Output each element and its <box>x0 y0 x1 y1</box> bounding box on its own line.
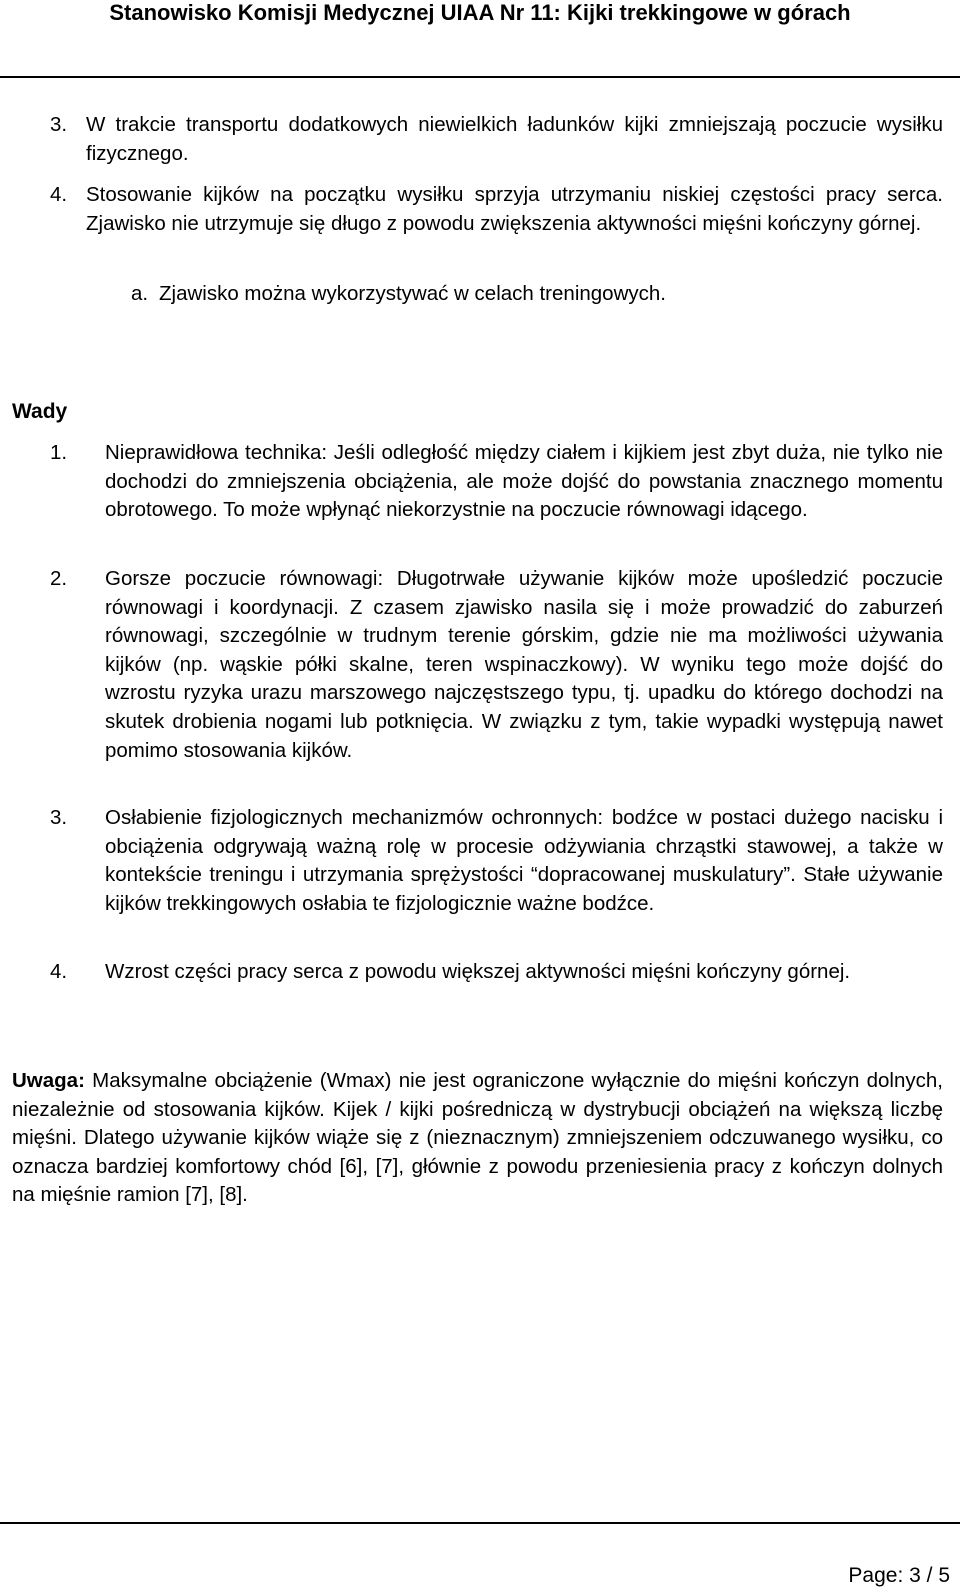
disadvantage-1-text: Nieprawidłowa technika: Jeśli odległość między ciałem i kijkiem jest zbyt duża, nie tylko nie dochodzi do zmniejszenia obciążenia, ale może dojść do powstania znacznego momentu obrotowego. To może wpłynąć niekorzystnie na poczucie równowagi idącego. <box>105 441 943 522</box>
section-heading-disadvantages: Wady <box>12 400 68 423</box>
advantage-4-number: 4. <box>50 183 68 206</box>
disadvantage-2-number: 2. <box>50 567 68 590</box>
advantage-4a-text: Zjawisko można wykorzystywać w celach treningowych. <box>159 282 666 305</box>
advantage-3-text: W trakcie transportu dodatkowych niewielkich ładunków kijki zmniejszają poczucie wysiłku fizycznego. <box>86 113 943 165</box>
footer-divider <box>0 1522 960 1524</box>
advantage-3-number: 3. <box>50 113 68 136</box>
disadvantage-4-number: 4. <box>50 960 68 983</box>
disadvantage-1-number: 1. <box>50 441 68 464</box>
disadvantage-3-text: Osłabienie fizjologicznych mechanizmów ochronnych: bodźce w postaci dużego nacisku i obciążenia odgrywają ważną rolę w procesie odżywiania chrząstki stawowej, a także w kontekście treningu i utrzymania sprężystości “dopracowanej muskulatury”. Stałe używanie kijków trekkingowych osłabia te fizjologicznie ważne bodźce. <box>105 806 943 915</box>
disadvantage-4-text: Wzrost części pracy serca z powodu większej aktywności mięśni kończyny górnej. <box>105 960 851 983</box>
note-label: Uwaga: <box>12 1069 85 1092</box>
note-text: Maksymalne obciążenie (Wmax) nie jest ograniczone wyłącznie do mięśni kończyn dolnych, niezależnie od stosowania kijków. Kijek / kijki pośredniczą w dystrybucji obciążeń na większą liczbę mięśni. Dlatego używanie kijków wiąże się z (nieznacznym) zmniejszeniem odczuwanego wysiłku, co oznacza bardziej komfortowy chód [6], [7], głównie z powodu przeniesienia pracy z kończyn dolnych na mięśnie ramion [7], [8]. <box>12 1069 943 1207</box>
advantage-4-text: Stosowanie kijków na początku wysiłku sprzyja utrzymaniu niskiej częstości pracy serca. Zjawisko nie utrzymuje się długo z powodu zwiększenia aktywności mięśni kończyny górnej. <box>86 183 943 235</box>
disadvantage-3-number: 3. <box>50 806 68 829</box>
advantage-4a-letter: a. <box>131 282 149 305</box>
page-number: Page: 3 / 5 <box>848 1564 950 1587</box>
disadvantage-2-text: Gorsze poczucie równowagi: Długotrwałe używanie kijków może upośledzić poczucie równowagi i koordynacji. Z czasem zjawisko nasila się i może prowadzić do zaburzeń równowagi, szczególnie w trudnym terenie górskim, gdzie nie ma możliwości używania kijków (np. wąskie półki skalne, teren wspinaczkowy). W wyniku tego może dojść do wzrostu ryzyka urazu marszowego najczęstszego typu, tj. upadku do którego dochodzi na skutek drobienia nogami lub potknięcia. W związku z tym, takie wypadki występują nawet pomimo stosowania kijków. <box>105 567 943 762</box>
note-paragraph <box>12 1067 943 1210</box>
document-title: Stanowisko Komisji Medycznej UIAA Nr 11: Kijki trekkingowe w górach <box>109 0 851 25</box>
